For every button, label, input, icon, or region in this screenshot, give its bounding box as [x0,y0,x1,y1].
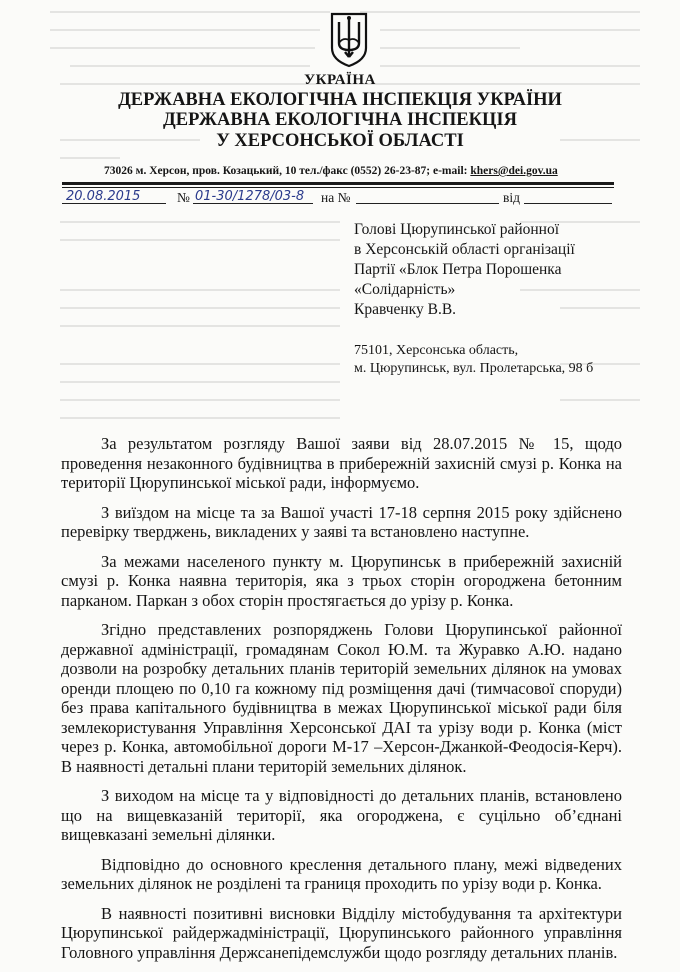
reply-date-label: від [503,190,520,205]
paragraph-conclusions: В наявності позитивні висновки Відділу містобудування та архітектури Цюрупинської райдержадміністрації, Цюрупинського районного управління Головного управління Держсанепідемслужби щодо розгляду детальних планів. [61,903,622,962]
header-rule-thick [62,182,614,185]
addressee-line-2: в Херсонській області організації [354,241,575,258]
organization-name-line-3: У ХЕРСОНСЬКОЇ ОБЛАСТІ [216,131,464,151]
header-rule-thin [62,187,614,188]
organization-name-line-2: ДЕРЖАВНА ЕКОЛОГІЧНА ІНСПЕКЦІЯ [163,110,517,130]
trident-emblem-icon [328,10,370,68]
country-name: УКРАЇНА [304,72,376,88]
paragraph-site-visit: З виїздом на місце та за Вашої участі 17-18 серпня 2015 року здійснено перевірку тверджень, викладених у заяві та встановлено наступне. [61,502,622,541]
number-prefix: № [177,190,190,205]
organization-contacts [104,165,558,177]
reply-date-blank-line [524,203,612,204]
postal-address-line-1: 75101, Херсонська область, [354,343,519,358]
addressee-name: Кравченку В.В. [354,301,457,318]
contacts-text: 73026 м. Херсон, пров. Козацький, 10 тел./факс (0552) 26-23-87; e-mail: [104,165,471,177]
paragraph-intro: За результатом розгляду Вашої заяви від 28.07.2015 № 15, щодо проведення незаконного будівництва в прибережній захисній смузі р. Конка на території Цюрупинської міської ради, інформуємо. [61,434,622,492]
addressee-line-1: Голові Цюрупинської районної [354,221,560,238]
reply-number-blank-line [356,203,499,204]
letter-body [61,434,622,972]
addressee-line-3: Партії «Блок Петра Порошенка [354,261,562,278]
postal-address-line-2: м. Цюрупинськ, вул. Пролетарська, 98 б [354,361,594,376]
email-link[interactable]: khers@dei.gov.ua [470,165,558,177]
reply-to-label: на № [321,190,351,205]
paragraph-permits: Згідно представлених розпоряджень Голови Цюрупинської районної державної адміністрації, громадянам Сокол Ю.М. та Журавко А.Ю. надано дозволи на розробку детальних планів територій земельних ділянок на умовах оренди площею по 0,10 га кожному під розміщення дачі (тимчасової споруди) без права капітального будівництва в межах Цюрупинської міської ради біля землекористування Управління Херсонської ДАІ та урізу води р. Конка (міст через р. Конка, автомобільної дороги М-17 –Херсон-Джанкой-Феодосія-Керч). В наявності детальні плани територій земельних ділянок. [61,620,622,776]
handwritten-number: 01-30/1278/03-8 [195,189,305,204]
paragraph-territory: За межами населеного пункту м. Цюрупинськ в прибережній захисній смузі р. Конка наявна територія, яка з трьох сторін огороджена бетонним парканом. Паркан з обох сторін простягається до урізу р. Конка. [61,551,622,610]
paragraph-plan-drawing: Відповідно до основного креслення детального плану, межі відведених земельних ділянок не розділені та границя проходить по урізу води р. Конка. [61,854,622,893]
paragraph-findings: З виходом на місце та у відповідності до детальних планів, встановлено що на вищевказаній території, яка огороджена, є суцільно об’єднані вищевказані земельні ділянки. [61,786,622,844]
organization-name-line-1: ДЕРЖАВНА ЕКОЛОГІЧНА ІНСПЕКЦІЯ УКРАЇНИ [118,90,562,110]
handwritten-date: 20.08.2015 [66,189,141,204]
addressee-line-4: «Солідарність» [354,281,456,298]
